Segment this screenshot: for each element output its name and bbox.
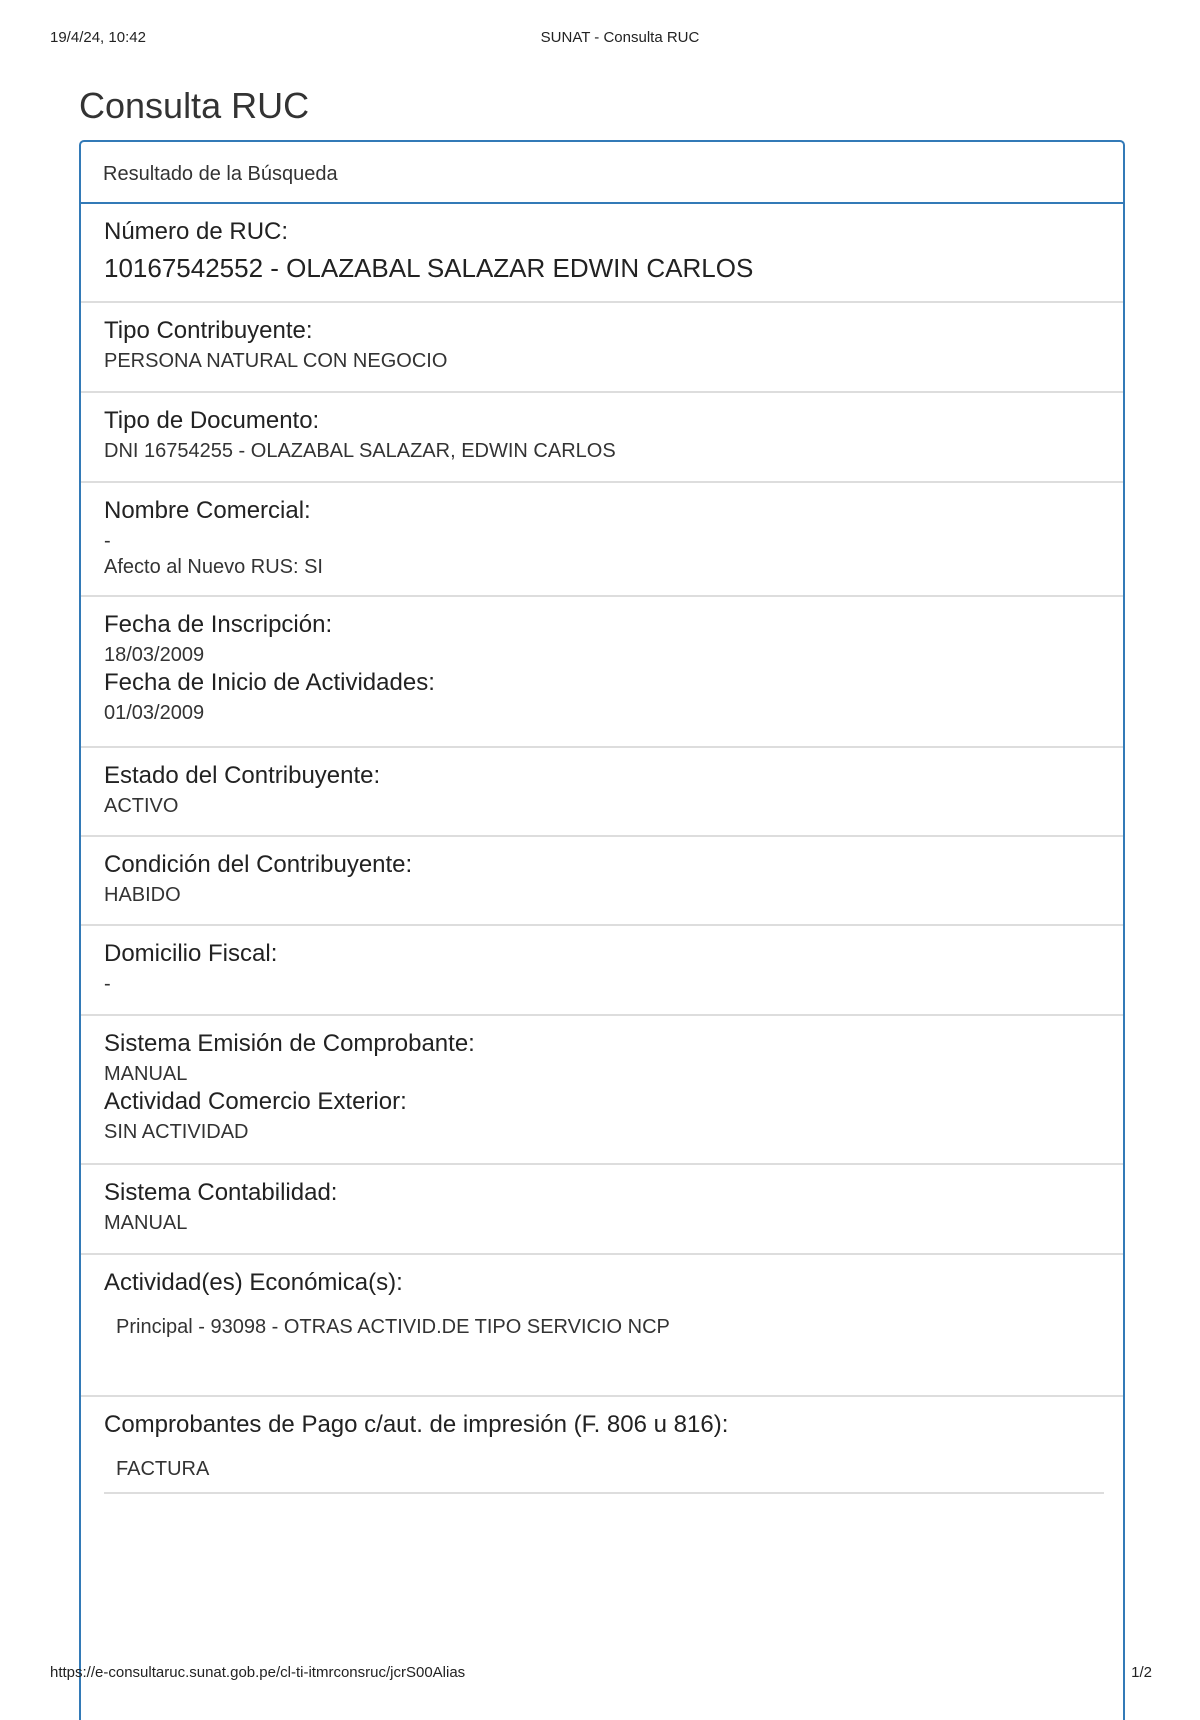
actividades-item (81, 1255, 1123, 1397)
nombre-comercial-item (81, 483, 1123, 597)
comprobantes-item (81, 1397, 1123, 1517)
fecha-inscripcion-label: Fecha de Inscripción: (104, 611, 333, 638)
print-page-number: 1/2 (1131, 1664, 1152, 1681)
comercio-exterior-value: SIN ACTIVIDAD (104, 1121, 249, 1143)
condicion-item (81, 837, 1123, 926)
result-panel (79, 140, 1125, 1720)
panel-heading: Resultado de la Búsqueda (81, 142, 1123, 204)
ruc-label: Número de RUC: (104, 218, 289, 245)
contabilidad-label: Sistema Contabilidad: (104, 1179, 338, 1206)
comprobantes-label: Comprobantes de Pago c/aut. de impresión (F. 806 u 816): (104, 1411, 729, 1438)
tipo-documento-label: Tipo de Documento: (104, 407, 320, 434)
nuevo-rus-value: Afecto al Nuevo RUS: SI (104, 556, 323, 578)
ruc-item (81, 204, 1123, 303)
sistema-emision-label: Sistema Emisión de Comprobante: (104, 1030, 475, 1057)
domicilio-item (81, 926, 1123, 1016)
tipo-contribuyente-label: Tipo Contribuyente: (104, 317, 313, 344)
contabilidad-value: MANUAL (104, 1212, 188, 1234)
domicilio-value: - (104, 973, 111, 995)
sistema-emision-value: MANUAL (104, 1063, 188, 1085)
condicion-label: Condición del Contribuyente: (104, 851, 413, 878)
contabilidad-item (81, 1165, 1123, 1255)
estado-label: Estado del Contribuyente: (104, 762, 381, 789)
estado-value: ACTIVO (104, 795, 179, 817)
print-page-title: SUNAT - Consulta RUC (540, 29, 700, 46)
fecha-inicio-value: 01/03/2009 (104, 702, 205, 724)
tipo-contribuyente-item (81, 303, 1123, 393)
estado-item (81, 748, 1123, 837)
tipo-documento-item (81, 393, 1123, 483)
nombre-comercial-value: - (104, 530, 111, 552)
nombre-comercial-label: Nombre Comercial: (104, 497, 311, 524)
comercio-exterior-label: Actividad Comercio Exterior: (104, 1088, 407, 1115)
sistema-emision-item (81, 1016, 1123, 1165)
print-url: https://e-consultaruc.sunat.gob.pe/cl-ti-itmrconsruc/jcrS00Alias (50, 1664, 466, 1681)
tipo-documento-value: DNI 16754255 - OLAZABAL SALAZAR, EDWIN CARLOS (104, 440, 616, 462)
page-title: Consulta RUC (79, 85, 310, 126)
print-datetime: 19/4/24, 10:42 (50, 29, 146, 46)
tipo-contribuyente-value: PERSONA NATURAL CON NEGOCIO (104, 350, 448, 372)
comprobante-value: FACTURA (116, 1458, 210, 1480)
actividades-label: Actividad(es) Económica(s): (104, 1269, 403, 1296)
condicion-value: HABIDO (104, 884, 181, 906)
actividad-principal-value: Principal - 93098 - OTRAS ACTIVID.DE TIPO SERVICIO NCP (116, 1316, 670, 1338)
fecha-inicio-label: Fecha de Inicio de Actividades: (104, 669, 435, 696)
fechas-item (81, 597, 1123, 748)
domicilio-label: Domicilio Fiscal: (104, 940, 278, 967)
divider (104, 1492, 1104, 1494)
ruc-value: 10167542552 - OLAZABAL SALAZAR EDWIN CARLOS (104, 253, 754, 283)
fecha-inscripcion-value: 18/03/2009 (104, 644, 205, 666)
